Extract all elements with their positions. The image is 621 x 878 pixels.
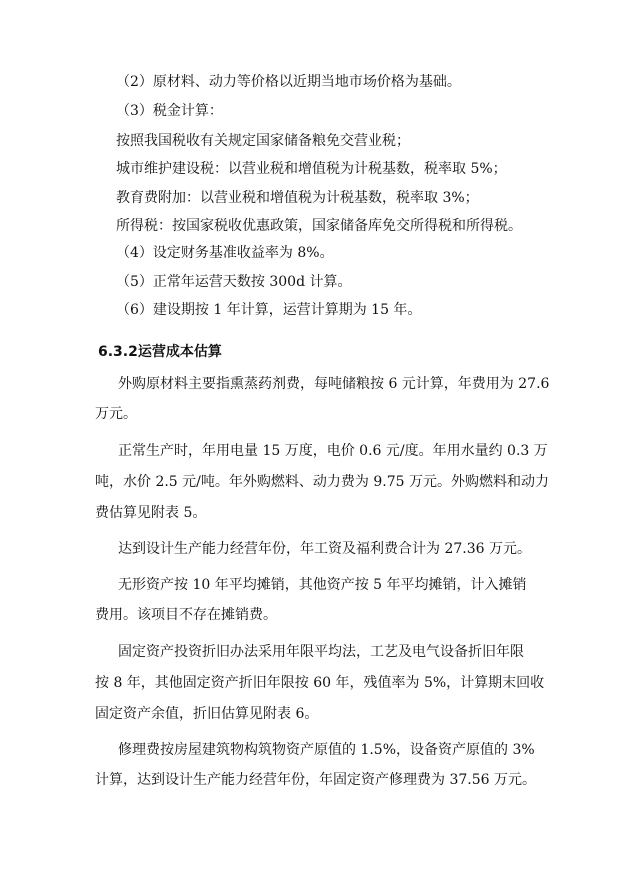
text-line: 按照我国税收有关规定国家储备粮免交营业税； bbox=[116, 133, 410, 149]
paragraph-line: 达到设计生产能力经营年份，年工资及福利费合计为 27.36 万元。 bbox=[118, 541, 531, 557]
paragraph-line: 万元。 bbox=[95, 406, 137, 422]
section-heading: 6.3.2运营成本估算 bbox=[98, 344, 222, 360]
paragraph-line: 费用。该项目不存在摊销费。 bbox=[95, 607, 277, 623]
paragraph-line: 外购原材料主要指熏蒸药剂费，每吨储粮按 6 元计算，年费用为 27.6 bbox=[118, 376, 550, 392]
paragraph-line: 无形资产按 10 年平均摊销，其他资产按 5 年平均摊销，计入摊销 bbox=[118, 577, 527, 593]
text-line: 所得税：按国家税收优惠政策，国家储备库免交所得税和所得税。 bbox=[116, 218, 522, 234]
text-line: 城市维护建设税：以营业税和增值税为计税基数，税率取 5%； bbox=[116, 161, 507, 177]
paragraph-line: 固定资产余值，折旧估算见附表 6。 bbox=[95, 706, 319, 722]
paragraph-line: 计算，达到设计生产能力经营年份，年固定资产修理费为 37.56 万元。 bbox=[95, 772, 536, 788]
paragraph-line: 修理费按房屋建筑物构筑物资产原值的 1.5%，设备资产原值的 3% bbox=[118, 742, 535, 758]
text-line: （6）建设期按 1 年计算，运营计算期为 15 年。 bbox=[116, 302, 422, 318]
paragraph-line: 吨，水价 2.5 元/吨。年外购燃料、动力费为 9.75 万元。外购燃料和动力 bbox=[95, 474, 549, 490]
paragraph-line: 按 8 年，其他固定资产折旧年限按 60 年，残值率为 5%，计算期末回收 bbox=[95, 675, 545, 691]
text-line: （2）原材料、动力等价格以近期当地市场价格为基础。 bbox=[116, 74, 461, 90]
paragraph-line: 费估算见附表 5。 bbox=[95, 505, 207, 521]
paragraph-line: 固定资产投资折旧办法采用年限平均法，工艺及电气设备折旧年限 bbox=[118, 644, 524, 660]
text-line: （4）设定财务基准收益率为 8%。 bbox=[116, 245, 334, 261]
text-line: （5）正常年运营天数按 300d 计算。 bbox=[116, 274, 352, 290]
text-line: （3）税金计算： bbox=[116, 103, 223, 119]
text-line: 教育费附加：以营业税和增值税为计税基数，税率取 3%； bbox=[116, 190, 479, 206]
paragraph-line: 正常生产时，年用电量 15 万度，电价 0.6 元/度。年用水量约 0.3 万 bbox=[118, 443, 548, 459]
